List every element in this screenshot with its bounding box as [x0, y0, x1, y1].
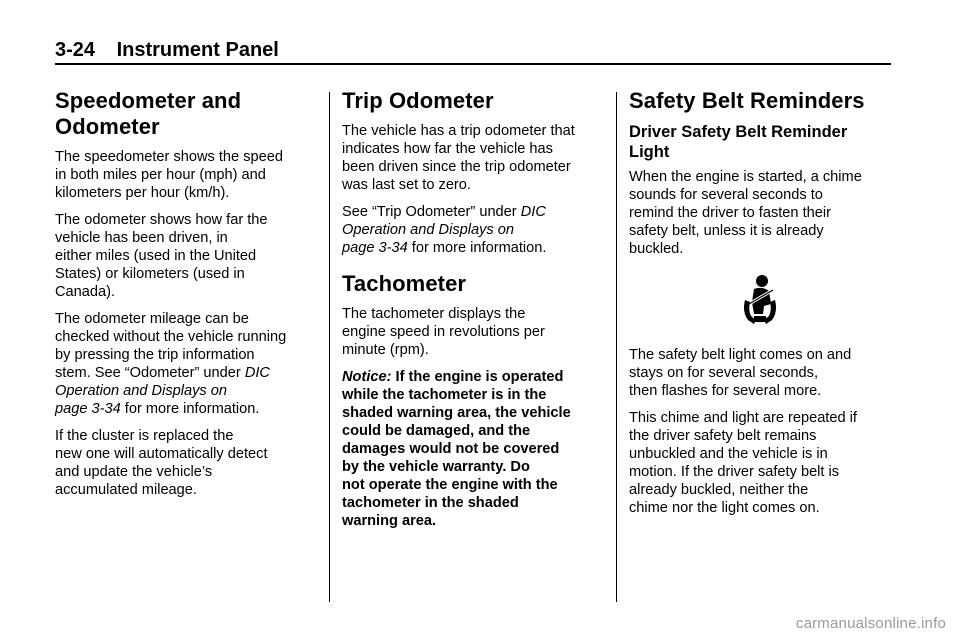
page-header: [55, 38, 891, 62]
belt-repeat-paragraph: This chime and light are repeated if the driver safety belt remains unbuckled and the vehicle is in motion. If the driver safety belt is already buckled, neither the chime nor the light comes on.: [629, 410, 857, 516]
tachometer-heading: Tachometer: [342, 271, 467, 296]
page-number: 3-24: [55, 39, 96, 61]
column-safety-belt: [629, 84, 891, 526]
speedometer-paragraph: The speedometer shows the speed in both miles per hour (mph) and kilometers per hour (km/h).: [55, 149, 283, 201]
trip-see-text: See “Trip Odometer” under: [342, 204, 521, 220]
header-divider: [55, 63, 891, 65]
notice-label: Notice:: [342, 369, 392, 385]
section-title: Instrument Panel: [116, 39, 279, 61]
chime-paragraph: When the engine is started, a chime sounds for several seconds to remind the driver to fasten their safety belt, unless it is already buckled.: [629, 169, 862, 257]
tachometer-paragraph: The tachometer displays the engine speed in revolutions per minute (rpm).: [342, 306, 545, 358]
trip-odometer-heading: Trip Odometer: [342, 88, 494, 113]
tachometer-notice: [342, 368, 604, 530]
odometer-mileage-text: The odometer mileage can be checked without the vehicle running by pressing the trip information stem. See “Odometer” under: [55, 311, 287, 381]
column-trip-tachometer: [342, 84, 604, 539]
column-divider-1: [329, 92, 330, 602]
trip-odometer-see-paragraph: [342, 203, 604, 257]
dic-reference-link[interactable]: DIC Operation and Displays on page 3-34: [55, 365, 270, 417]
notice-text: If the engine is operated while the tachometer is in the shaded warning area, the vehicle could be damaged, and the damages would not be covered by the vehicle warranty. Do not operate the engine with the tachometer in the shaded warning area.: [342, 369, 571, 529]
driver-belt-subheading: Driver Safety Belt Reminder Light: [629, 123, 848, 161]
cluster-replaced-paragraph: If the cluster is replaced the new one will automatically detect and update the vehicle’s accumulated mileage.: [55, 428, 268, 498]
trip-odometer-paragraph: The vehicle has a trip odometer that indicates how far the vehicle has been driven since the trip odometer was last set to zero.: [342, 123, 575, 193]
trip-dic-reference-link[interactable]: DIC Operation and Displays on page 3-34: [342, 204, 546, 256]
belt-light-paragraph: The safety belt light comes on and stays on for several seconds, then flashes for several more.: [629, 347, 852, 399]
odometer-paragraph: The odometer shows how far the vehicle has been driven, in either miles (used in the United States) or kilometers (used in Canada).: [55, 212, 268, 300]
watermark: carmanualsonline.info: [795, 615, 946, 632]
odometer-mileage-paragraph: [55, 310, 317, 418]
speedometer-heading: Speedometer and Odometer: [55, 88, 242, 139]
safety-belt-icon: [740, 274, 780, 328]
safety-belt-heading: Safety Belt Reminders: [629, 88, 865, 113]
column-divider-2: [616, 92, 617, 602]
odometer-mileage-tail: for more information.: [120, 401, 260, 417]
trip-see-tail: for more information.: [407, 240, 547, 256]
column-speedometer: [55, 84, 317, 508]
